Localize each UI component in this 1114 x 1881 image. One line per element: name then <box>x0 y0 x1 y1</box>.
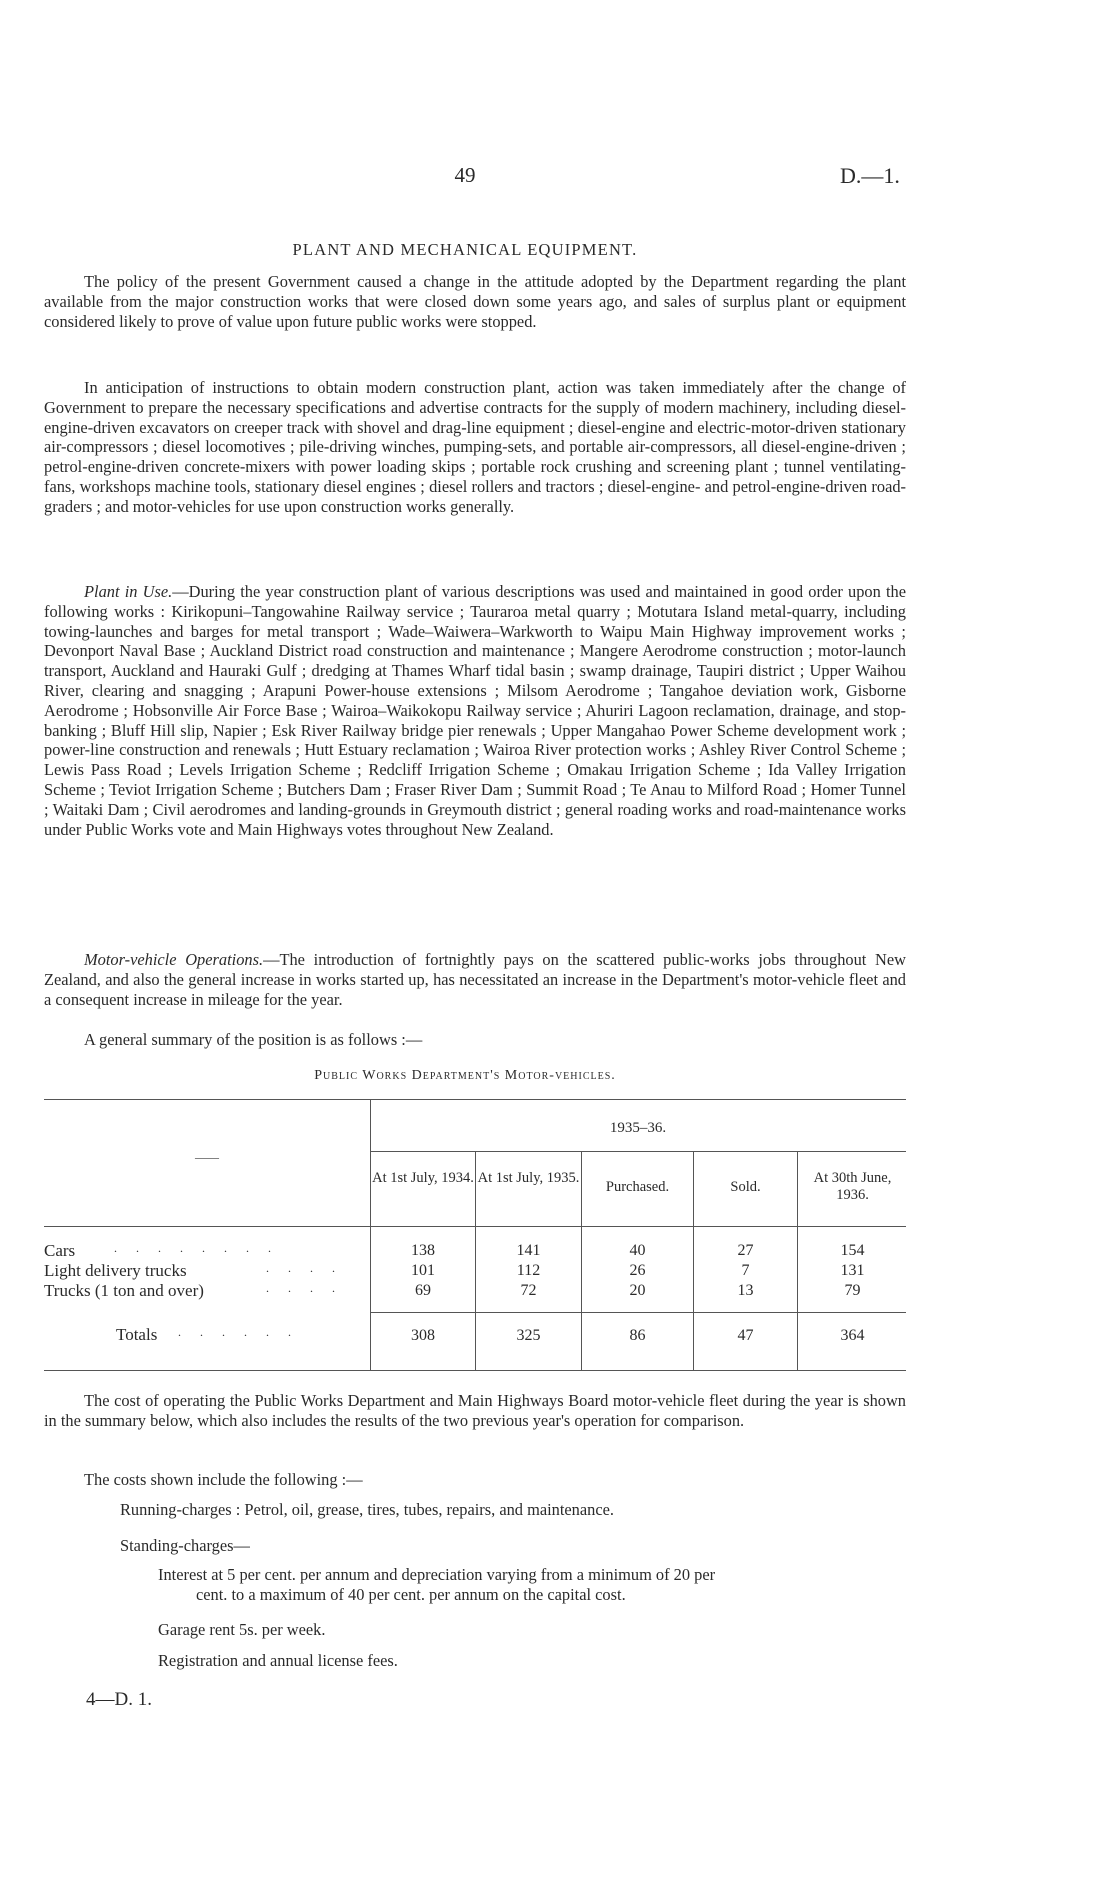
totals-cell: 86 <box>629 1327 646 1344</box>
table-cell: 40 <box>629 1242 646 1259</box>
standing-charges-heading: Standing-charges— <box>120 1536 250 1555</box>
table-cell: 141 <box>516 1242 541 1259</box>
column-header: At 1st July, 1934. <box>372 1170 474 1186</box>
table-cell: 69 <box>415 1282 431 1299</box>
paragraph-costs-include: The costs shown include the following :— <box>84 1470 363 1489</box>
footer-reference: 4—D. 1. <box>86 1689 152 1710</box>
table-cell: 131 <box>840 1262 865 1279</box>
table-cell: 20 <box>629 1282 646 1299</box>
totals-rule <box>370 1312 906 1313</box>
table-row-label: Cars . . . . . . . . <box>44 1241 279 1260</box>
column-divider <box>693 1151 694 1370</box>
column-header: At 30th June, 1936. <box>813 1170 892 1203</box>
paragraph-plant-in-use <box>44 582 906 839</box>
column-divider <box>797 1151 798 1370</box>
table-cell: 79 <box>844 1282 861 1299</box>
group-header: 1935–36. <box>609 1120 667 1136</box>
stub-header: —— <box>195 1150 219 1164</box>
totals-cell: 308 <box>411 1327 435 1344</box>
paragraph-cost-of-operating: The cost of operating the Public Works Department and Main Highways Board motor-vehicle fleet during the year is shown in the summary below, which also includes the results of the two previous year's operation for comparison. <box>44 1391 906 1430</box>
table-top-rule <box>44 1099 906 1100</box>
totals-label: Totals . . . . . . <box>116 1325 299 1344</box>
group-header-rule <box>370 1151 906 1152</box>
page-number: 49 <box>454 163 476 187</box>
table-cell: 27 <box>737 1242 754 1259</box>
document-reference: D.—1. <box>840 163 900 188</box>
totals-cell: 364 <box>840 1327 865 1344</box>
table-cell: 138 <box>411 1242 435 1259</box>
motor-vehicle-body: —The introduction of fortnightly pays on the scattered public-works jobs throughout New Zealand, and also the general increase in works started up, has necessitated an increase in the Department's motor-vehicle fleet and a consequent increase in mileage for the year. <box>44 950 906 1009</box>
interest-line-2: cent. to a maximum of 40 per cent. per annum on the capital cost. <box>196 1585 626 1604</box>
table-row-label: Trucks (1 ton and over) . . . . <box>44 1281 343 1300</box>
paragraph-general-summary: A general summary of the position is as follows :— <box>84 1030 423 1049</box>
paragraph-policy: The policy of the present Government caused a change in the attitude adopted by the Department regarding the plant available from the major construction works that were closed down some years ago, and sales of surplus plant or equipment considered likely to prove of value upon future public works were stopped. <box>44 272 906 331</box>
table-cell: 154 <box>840 1242 865 1259</box>
column-divider <box>475 1151 476 1370</box>
table-cell: 26 <box>629 1262 646 1279</box>
table-cell: 13 <box>737 1282 754 1299</box>
table-title: Public Works Department's Motor-vehicles. <box>314 1068 616 1083</box>
registration-fees: Registration and annual license fees. <box>158 1651 398 1670</box>
column-divider <box>581 1151 582 1370</box>
plant-in-use-heading: Plant in Use. <box>84 582 173 601</box>
paragraph-anticipation: In anticipation of instructions to obtain modern construction plant, action was taken immediately after the change of Government to prepare the necessary specifications and advertise contracts for the supply of modern machinery, including diesel-engine-driven excavators on creeper track with shovel and drag-line equipment ; diesel-engine and electric-motor-driven stationary air-compressors ; diesel locomotives ; pile-driving winches, pumping-sets, and portable air-compressors, all diesel-engine-driven ; petrol-engine-driven concrete-mixers with power loading skips ; portable rock crushing and screening plant ; tunnel ventilating-fans, workshops machine tools, stationary diesel engines ; diesel rollers and tractors ; diesel-engine- and petrol-engine-driven road-graders ; and motor-vehicles for use upon construction works generally. <box>44 378 906 516</box>
interest-line-1: Interest at 5 per cent. per annum and depreciation varying from a minimum of 20 per <box>158 1565 716 1584</box>
plant-in-use-body: —During the year construction plant of various descriptions was used and maintained in good order upon the following works : Kirikopuni–Tangowahine Railway service ; Tauraroa metal quarry ; Motutara Island metal-quarry, including towing-launches and barges for metal transport ; Wade–Waiwera–Warkworth to Waipu Main Highway improvement works ; Devonport Naval Base ; Auckland District road construction and maintenance ; Mangere Aerodrome construction ; motor-launch transport, Auckland and Hauraki Gulf ; dredging at Thames Wharf tidal basin ; swamp drainage, Taupiri district ; Upper Waihou River, clearing and snagging ; Arapuni Power-house extensions ; Milsom Aerodrome ; Tangahoe deviation work, Gisborne Aerodrome ; Hobsonville Air Force Base ; Wairoa–Waikokopu Railway service ; Ahuriri Lagoon reclamation, drainage, and stop-banking ; Bluff Hill slip, Napier ; Esk River Railway bridge pier renewals ; Upper Mangahao Power Scheme development work ; power-line construction and renewals ; Hutt Estuary reclamation ; Wairoa River protection works ; Ashley River Control Scheme ; Lewis Pass Road ; Levels Irrigation Scheme ; Redcliff Irrigation Scheme ; Omakau Irrigation Scheme ; Ida Valley Irrigation Scheme ; Teviot Irrigation Scheme ; Butchers Dam ; Fraser River Dam ; Summit Road ; Te Anau to Milford Road ; Homer Tunnel ; Waitaki Dam ; Civil aerodromes and landing-grounds in Greymouth district ; general roading works and road-maintenance works under Public Works vote and Main Highways votes throughout New Zealand. <box>44 582 907 839</box>
section-title: PLANT AND MECHANICAL EQUIPMENT. <box>292 240 638 259</box>
running-charges: Running-charges : Petrol, oil, grease, tires, tubes, repairs, and maintenance. <box>120 1500 614 1519</box>
table-cell: 112 <box>516 1262 541 1279</box>
table-cell: 72 <box>520 1282 537 1299</box>
garage-rent: Garage rent 5s. per week. <box>158 1620 326 1639</box>
totals-cell: 47 <box>737 1327 754 1344</box>
table-row-label: Light delivery trucks . . . . <box>44 1261 343 1280</box>
table-cell: 7 <box>741 1262 750 1279</box>
paragraph-motor-vehicle-operations <box>44 950 906 1009</box>
column-header: Purchased. <box>605 1179 670 1195</box>
column-header: Sold. <box>730 1179 761 1195</box>
column-header: At 1st July, 1935. <box>477 1170 580 1186</box>
table-bottom-rule <box>44 1370 906 1371</box>
totals-cell: 325 <box>516 1327 541 1344</box>
motor-vehicle-heading: Motor-vehicle Operations. <box>84 950 264 969</box>
table-cell: 101 <box>411 1262 435 1279</box>
column-divider <box>370 1099 371 1370</box>
